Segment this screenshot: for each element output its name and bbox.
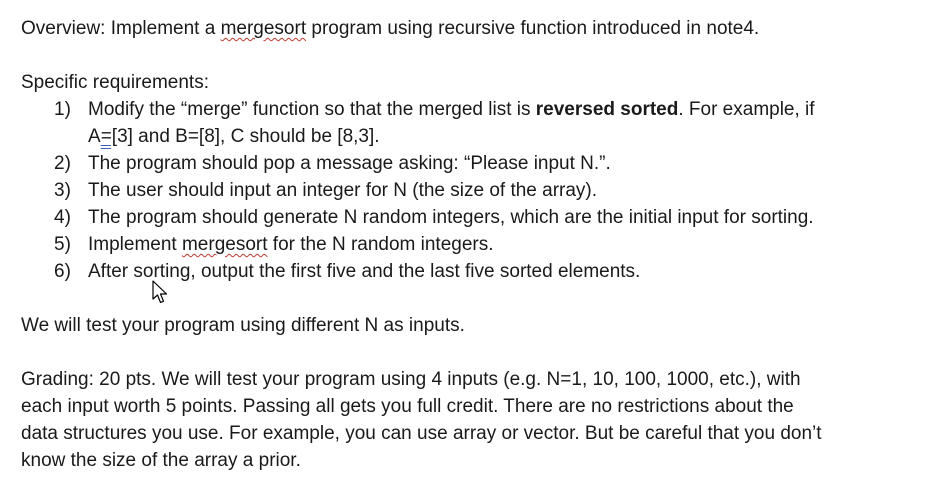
- list-item: [21, 177, 921, 204]
- overview-suffix: program using recursive function introduced in note4.: [306, 18, 760, 39]
- list-item-number: 4): [54, 207, 71, 228]
- blank-line: [21, 42, 921, 69]
- requirements-list: [21, 96, 921, 285]
- grammar-marked-text: =[: [100, 126, 118, 147]
- list-item-number: 3): [54, 180, 71, 201]
- grading-line: know the size of the array a prior.: [21, 450, 301, 471]
- list-item-text: 3] and B=[8], C should be [8,3].: [117, 126, 380, 147]
- list-item-text: . For example, if: [678, 99, 815, 120]
- list-item: [21, 150, 921, 177]
- list-item-text: The program should pop a message asking: “Please input N.”.: [88, 153, 611, 174]
- grading-line: data structures you use. For example, you can use array or vector. But be careful that you don’t: [21, 423, 822, 444]
- list-item-number: 2): [54, 153, 71, 174]
- document-body: [21, 15, 921, 474]
- list-item: [21, 96, 921, 150]
- list-item-bold-text: reversed sorted: [535, 99, 679, 120]
- list-item-number: 5): [54, 234, 71, 255]
- list-item-text: The user should input an integer for N (the size of the array).: [88, 180, 598, 201]
- requirements-heading: Specific requirements:: [21, 72, 209, 93]
- grading-line: each input worth 5 points. Passing all gets you full credit. There are no restrictions about the: [21, 396, 794, 417]
- blank-line: [21, 339, 921, 366]
- list-item-text: The program should generate N random integers, which are the initial input for sorting.: [88, 207, 814, 228]
- list-item: [21, 231, 921, 258]
- list-item-number: 6): [54, 261, 71, 282]
- grading-paragraph: [21, 366, 921, 474]
- list-item-term: mergesort: [181, 234, 268, 255]
- list-item-text: After sorting, output the first five and the last five sorted elements.: [88, 261, 641, 282]
- list-item-text: Implement: [88, 234, 182, 255]
- mouse-pointer-icon: [152, 280, 172, 306]
- list-item-text: Modify the “merge” function so that the merged list is: [88, 99, 536, 120]
- list-item-number: 1): [54, 99, 71, 120]
- overview-term: mergesort: [220, 18, 307, 39]
- overview-paragraph: [21, 15, 921, 42]
- list-item: [21, 204, 921, 231]
- list-item-text: A: [88, 126, 101, 147]
- overview-prefix: Overview: Implement a: [21, 18, 221, 39]
- list-item-text: for the N random integers.: [267, 234, 494, 255]
- grading-line: Grading: 20 pts. We will test your program using 4 inputs (e.g. N=1, 10, 100, 1000, etc.), with: [21, 369, 801, 390]
- test-note-paragraph: We will test your program using different N as inputs.: [21, 315, 465, 336]
